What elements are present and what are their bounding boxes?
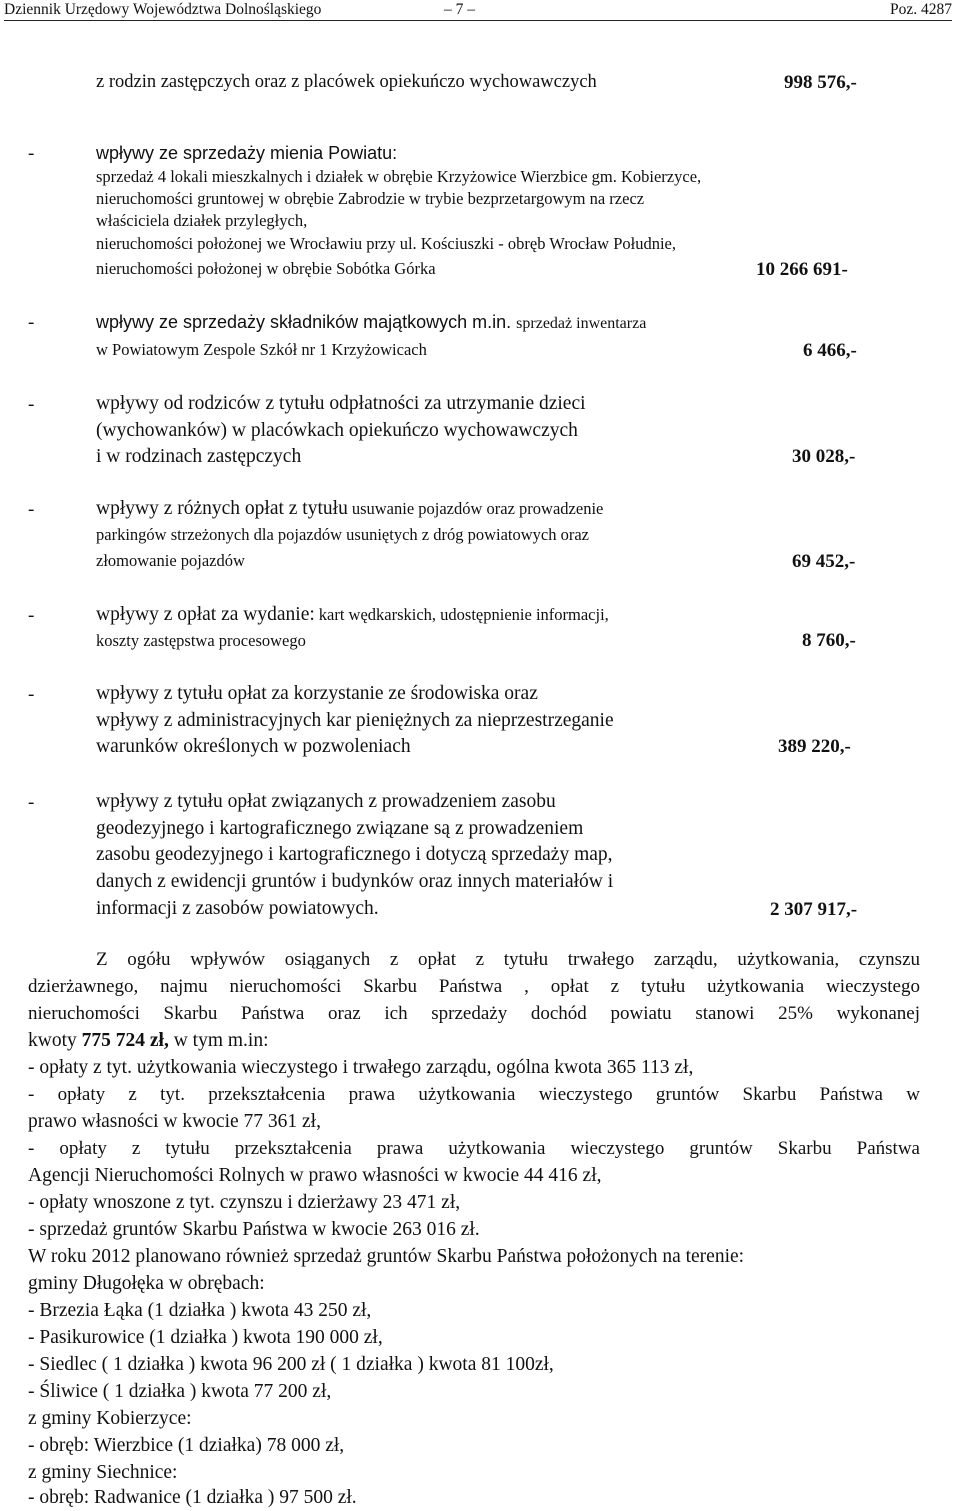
list-dash: -	[28, 499, 35, 520]
fees-heading-tail: usuwanie pojazdów oraz prowadzenie	[351, 499, 604, 518]
env-line: wpływy z administracyjnych kar pieniężnych za nieprzestrzeganie	[96, 710, 614, 731]
assets-heading-tail: sprzedaż inwentarza	[516, 315, 647, 332]
summary-line: dzierżawnego, najmu nieruchomości Skarbu Państwa , opłat z tytułu użytkowania wieczystego	[28, 976, 920, 997]
list-dash: -	[28, 792, 35, 813]
fee-bullet-cont: Agencji Nieruchomości Rolnych w prawo własności w kwocie 44 416 zł,	[28, 1165, 602, 1186]
commune-heading: z gminy Siechnice:	[28, 1462, 178, 1483]
summary-total-line	[28, 1030, 269, 1052]
fee-bullet: - sprzedaż gruntów Skarbu Państwa w kwocie 263 016 zł.	[28, 1219, 480, 1240]
parcel-item: - obręb: Radwanice (1 działka ) 97 500 zł.	[28, 1487, 357, 1508]
parcel-item: - Brzezia Łąka (1 działka ) kwota 43 250 zł,	[28, 1300, 372, 1321]
geo-line: wpływy z tytułu opłat związanych z prowadzeniem zasobu	[96, 791, 556, 812]
plan-line: W roku 2012 planowano również sprzedaż gruntów Skarbu Państwa położonych na terenie:	[28, 1246, 745, 1267]
parents-amount: 30 028,-	[792, 446, 856, 467]
list-dash: -	[28, 394, 35, 415]
summary-total-amount: 775 724 zł,	[81, 1030, 169, 1051]
sale-line: nieruchomości gruntowej w obrębie Zabrodzie w trybie bezprzetargowym na rzecz	[96, 189, 645, 208]
fee-bullet: - opłaty wnoszone z tyt. czynszu i dzierżawy 23 471 zł,	[28, 1192, 461, 1213]
summary-line: nieruchomości Skarbu Państwa oraz ich sprzedaży dochód powiatu stanowi 25% wykonanej	[28, 1003, 920, 1024]
env-line: wpływy z tytułu opłat za korzystanie ze środowiska oraz	[96, 683, 538, 704]
list-dash: -	[28, 605, 35, 626]
list-dash: -	[28, 312, 35, 333]
sale-line: nieruchomości położonej we Wrocławiu przy ul. Kościuszki - obręb Wrocław Południe,	[96, 234, 676, 253]
position-number: Poz. 4287	[890, 1, 952, 18]
list-dash: -	[28, 143, 35, 164]
commune-heading: z gminy Kobierzyce:	[28, 1408, 192, 1429]
header-rule	[4, 20, 952, 21]
issue-amount: 8 760,-	[802, 630, 856, 651]
fees-heading-main: wpływy z różnych opłat z tytułu	[96, 498, 348, 519]
fee-bullet: - opłaty z tyt. przekształcenia prawa użytkowania wieczystego gruntów Skarbu Państwa w	[28, 1084, 920, 1105]
env-amount: 389 220,-	[778, 736, 851, 757]
summary-line: Z ogółu wpływów osiąganych z opłat z tytułu trwałego zarządu, użytkowania, czynszu	[96, 949, 920, 970]
env-line: warunków określonych w pozwoleniach	[96, 736, 411, 757]
geo-line: geodezyjnego i kartograficznego związane są z prowadzeniem	[96, 818, 584, 839]
issue-heading	[96, 604, 609, 626]
summary-total-prefix: kwoty	[28, 1030, 77, 1051]
fee-bullet-cont: prawo własności w kwocie 77 361 zł,	[28, 1111, 321, 1132]
assets-heading-main: wpływy ze sprzedaży składników majątkowych m.in.	[96, 312, 512, 332]
geo-line: zasobu geodezyjnego i kartograficznego i dotyczą sprzedaży map,	[96, 844, 613, 865]
parcel-item: - Śliwice ( 1 działka ) kwota 77 200 zł,	[28, 1381, 332, 1402]
income-line: z rodzin zastępczych oraz z placówek opiekuńczo wychowawczych	[96, 72, 597, 92]
assets-line: w Powiatowym Zespole Szkół nr 1 Krzyżowicach	[96, 340, 427, 359]
issue-line: koszty zastępstwa procesowego	[96, 631, 306, 650]
parents-line: (wychowanków) w placówkach opiekuńczo wychowawczych	[96, 420, 578, 441]
issue-heading-tail: kart wędkarskich, udostępnienie informacji,	[318, 605, 609, 624]
parcel-item: - Siedlec ( 1 działka ) kwota 96 200 zł ( 1 działka ) kwota 81 100zł,	[28, 1354, 554, 1375]
assets-amount: 6 466,-	[803, 340, 857, 361]
parents-line: i w rodzinach zastępczych	[96, 446, 302, 467]
page-number: – 7 –	[444, 1, 475, 18]
fees-amount: 69 452,-	[792, 551, 856, 572]
sale-line: nieruchomości położonej w obrębie Sobótka Górka	[96, 259, 436, 278]
parcel-item: - Pasikurowice (1 działka ) kwota 190 000 zł,	[28, 1327, 383, 1348]
summary-total-suffix: w tym m.in:	[173, 1030, 269, 1051]
fee-bullet: - opłaty z tyt. użytkowania wieczystego i trwałego zarządu, ogólna kwota 365 113 zł,	[28, 1057, 694, 1078]
sale-line: właściciela działek przyległych,	[96, 211, 308, 230]
fee-bullet: - opłaty z tytułu przekształcenia prawa użytkowania wieczystego gruntów Skarbu Państwa	[28, 1138, 920, 1159]
parents-line: wpływy od rodziców z tytułu odpłatności za utrzymanie dzieci	[96, 393, 586, 414]
list-dash: -	[28, 684, 35, 705]
journal-title: Dziennik Urzędowy Województwa Dolnośląskiego	[4, 1, 322, 18]
geo-line: danych z ewidencji gruntów i budynków oraz innych materiałów i	[96, 871, 614, 892]
income-amount: 998 576,-	[784, 72, 857, 93]
commune-heading: gminy Długołęka w obrębach:	[28, 1273, 265, 1294]
assets-heading	[96, 312, 646, 333]
issue-heading-main: wpływy z opłat za wydanie:	[96, 604, 315, 625]
page-header	[4, 0, 952, 22]
parcel-item: - obręb: Wierzbice (1 działka) 78 000 zł,	[28, 1435, 345, 1456]
sale-amount: 10 266 691-	[756, 259, 848, 280]
fees-line: złomowanie pojazdów	[96, 551, 245, 570]
geo-amount: 2 307 917,-	[770, 899, 858, 920]
fees-line: parkingów strzeżonych dla pojazdów usuniętych z dróg powiatowych oraz	[96, 525, 590, 544]
sale-line: sprzedaż 4 lokali mieszkalnych i działek w obrębie Krzyżowice Wierzbice gm. Kobierzyce,	[96, 167, 702, 186]
sale-heading: wpływy ze sprzedaży mienia Powiatu:	[96, 143, 398, 163]
geo-line: informacji z zasobów powiatowych.	[96, 898, 379, 919]
fees-heading	[96, 498, 603, 520]
